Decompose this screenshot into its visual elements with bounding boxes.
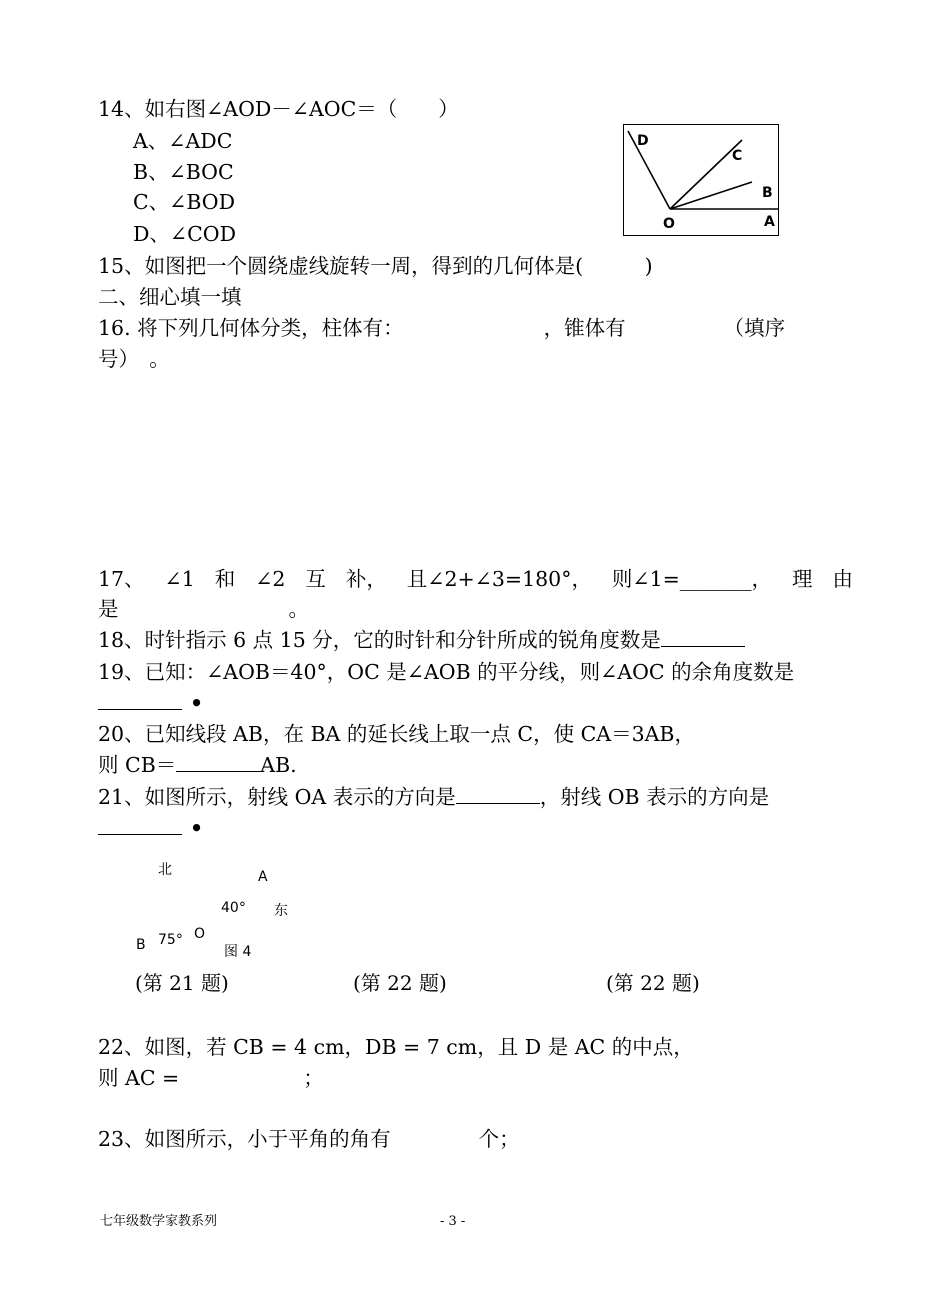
label-c: C bbox=[732, 148, 743, 164]
q23-line bbox=[98, 1126, 520, 1152]
fig21-angle40-label: 40° bbox=[221, 900, 246, 916]
fig21-a-label: A bbox=[258, 869, 268, 885]
q23-part1: 23、如图所示，小于平角的角有 bbox=[98, 1127, 391, 1151]
q23-part2: 个； bbox=[478, 1127, 520, 1151]
q21-blank-oa bbox=[456, 785, 540, 804]
caption-q21: (第 21 题) bbox=[135, 971, 229, 995]
ray-od bbox=[628, 131, 670, 209]
q17-token: 和 bbox=[214, 567, 236, 591]
q16-line2: 号） 。 bbox=[98, 347, 170, 371]
q21-dot: • bbox=[190, 816, 204, 840]
q21-line2 bbox=[98, 815, 203, 841]
q17-token: ∠1 bbox=[164, 567, 195, 591]
q22-line2b: ； bbox=[303, 1066, 324, 1090]
q14-angle-figure bbox=[623, 124, 779, 236]
q14-option-b: B、∠BOC bbox=[133, 160, 234, 184]
fig21-o-label: O bbox=[194, 926, 206, 942]
fig21-east-label: 东 bbox=[274, 903, 288, 919]
q20-line2a: 则 CB＝ bbox=[98, 753, 177, 777]
section-2-heading: 二、细心填一填 bbox=[98, 285, 242, 309]
q22-line2a: 则 AC = bbox=[98, 1066, 180, 1090]
fig21-b-label: B bbox=[136, 937, 146, 953]
q14-option-d: D、∠COD bbox=[133, 222, 237, 246]
q20-line2b: AB. bbox=[260, 753, 297, 777]
q17-line2b: 。 bbox=[288, 597, 309, 621]
fig21-angle75-label: 75° bbox=[158, 932, 183, 948]
footer-series: 七年级数学家教系列 bbox=[100, 1214, 218, 1229]
q18-text: 18、时针指示 6 点 15 分，它的时针和分针所成的锐角度数是 bbox=[98, 628, 661, 652]
q15-text: 15、如图把一个圆绕虚线旋转一周，得到的几何体是( ) bbox=[98, 254, 653, 278]
q18-line bbox=[98, 627, 745, 653]
q16-part1: 16. 将下列几何体分类，柱体有： bbox=[98, 316, 404, 340]
q17-token: 则∠1=_______， bbox=[611, 567, 773, 591]
q17-token: 理 bbox=[792, 567, 813, 591]
q16-part2: ，锥体有 bbox=[543, 316, 626, 340]
label-o: O bbox=[663, 216, 675, 232]
label-b: B bbox=[762, 185, 773, 201]
fig21-north-label: 北 bbox=[158, 862, 172, 878]
q19-blank bbox=[98, 691, 182, 710]
q19-dot: • bbox=[190, 691, 204, 715]
q20-blank bbox=[176, 753, 260, 772]
q16-line1 bbox=[98, 315, 785, 341]
q21-blank-ob bbox=[98, 816, 182, 835]
q17-line1 bbox=[98, 566, 853, 592]
fig21-figure4-label: 图 4 bbox=[224, 944, 252, 960]
q17-line2a: 是 bbox=[98, 597, 119, 621]
caption-q22-a: (第 22 题) bbox=[353, 971, 447, 995]
q14-angle-diagram bbox=[624, 125, 780, 237]
q18-blank bbox=[661, 628, 745, 647]
label-a: A bbox=[764, 214, 775, 230]
label-d: D bbox=[637, 133, 649, 149]
q21-part1: 21、如图所示，射线 OA 表示的方向是 bbox=[98, 785, 456, 809]
q21-part2: ，射线 OB 表示的方向是 bbox=[539, 785, 770, 809]
q14-option-c: C、∠BOD bbox=[133, 190, 236, 214]
q16-part3: （填序 bbox=[723, 316, 786, 340]
q17-token: 且∠2+∠3=180°， bbox=[406, 567, 592, 591]
ray-ob bbox=[670, 182, 752, 209]
q17-token: 补， bbox=[345, 567, 387, 591]
q14-stem: 14、如右图∠AOD－∠AOC＝（ ） bbox=[98, 97, 459, 121]
q17-token: ∠2 bbox=[255, 567, 286, 591]
q20-line1: 20、已知线段 AB，在 BA 的延长线上取一点 C，使 CA＝3AB， bbox=[98, 722, 695, 746]
q17-token: 由 bbox=[832, 567, 853, 591]
q22-line2 bbox=[98, 1065, 324, 1091]
q14-option-a: A、∠ADC bbox=[133, 129, 233, 153]
q20-line2 bbox=[98, 752, 297, 778]
footer-page-number: - 3 - bbox=[440, 1214, 466, 1229]
q17-line2 bbox=[98, 596, 309, 622]
q17-token: 互 bbox=[305, 567, 326, 591]
q17-token: 17、 bbox=[98, 567, 145, 591]
q19-line2 bbox=[98, 690, 203, 716]
caption-q22-b: (第 22 题) bbox=[606, 971, 700, 995]
q22-line1: 22、如图，若 CB = 4 cm，DB = 7 cm，且 D 是 AC 的中点， bbox=[98, 1035, 694, 1059]
q19-line1: 19、已知：∠AOB＝40°，OC 是∠AOB 的平分线，则∠AOC 的余角度数是 bbox=[98, 660, 795, 684]
q21-line1 bbox=[98, 784, 769, 810]
